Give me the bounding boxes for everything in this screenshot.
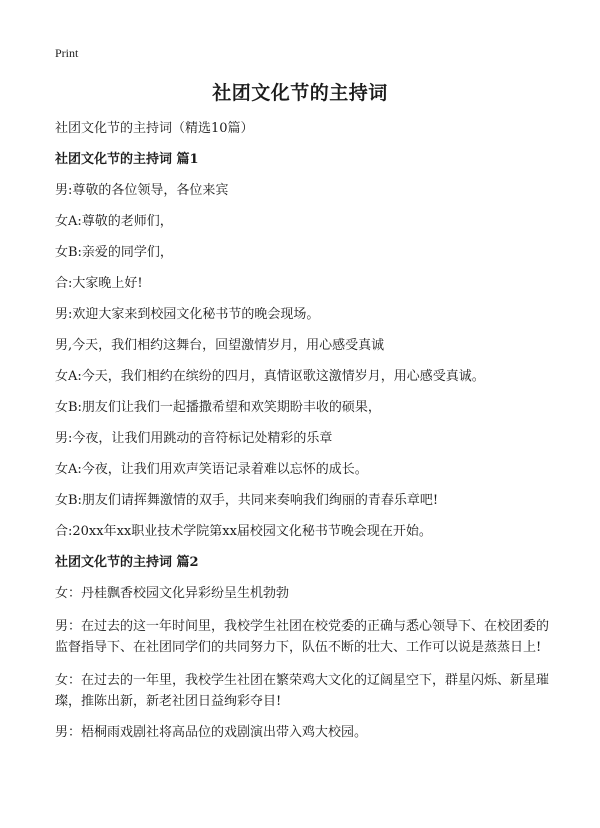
dialogue-line: 男,今天，我们相约这舞台，回望激情岁月，用心感受真诚 bbox=[55, 338, 385, 353]
section-heading-1: 社团文化节的主持词 篇1 bbox=[55, 152, 199, 167]
dialogue-line: 女B:朋友们让我们一起播撒希望和欢笑期盼丰收的硕果， bbox=[55, 400, 381, 415]
dialogue-line: 合:大家晚上好! bbox=[55, 276, 143, 291]
dialogue-line: 男：梧桐雨戏剧社将高品位的戏剧演出带入鸡大校园。 bbox=[55, 725, 368, 740]
dialogue-line: 女A:今天，我们相约在缤纷的四月，真情讴歌这激情岁月，用心感受真诚。 bbox=[55, 369, 485, 384]
dialogue-line: 女B:朋友们请挥舞激情的双手，共同来奏响我们绚丽的青春乐章吧! bbox=[55, 493, 439, 508]
dialogue-line: 女A:今夜，让我们用欢声笑语记录着难以忘怀的成长。 bbox=[55, 462, 368, 477]
dialogue-line: 女：丹桂飘香校园文化异彩纷呈生机勃勃 bbox=[55, 586, 290, 601]
document-subtitle: 社团文化节的主持词（精选10篇） bbox=[55, 121, 254, 136]
dialogue-paragraph: 男：在过去的这一年时间里，我校学生社团在校党委的正确与悉心领导下、在校团委的监督指导下、在社团同学们的共同努力下，队伍不断的壮大、工作可以说是蒸蒸日上! bbox=[55, 619, 550, 655]
document-title: 社团文化节的主持词 bbox=[212, 82, 388, 104]
print-link[interactable]: Print bbox=[55, 46, 79, 60]
dialogue-paragraph: 女：在过去的一年里，我校学生社团在繁荣鸡大文化的辽阔星空下，群星闪烁、新星璀璨，推陈出新，新老社团日益绚彩夺目! bbox=[55, 673, 550, 709]
dialogue-line: 女B:亲爱的同学们， bbox=[55, 245, 173, 260]
section-heading-2: 社团文化节的主持词 篇2 bbox=[55, 555, 199, 570]
document-body bbox=[55, 120, 555, 755]
dialogue-line: 女A:尊敬的老师们， bbox=[55, 214, 173, 229]
dialogue-line: 男:欢迎大家来到校园文化秘书节的晚会现场。 bbox=[55, 307, 320, 322]
dialogue-line: 男:今夜，让我们用跳动的音符标记处精彩的乐章 bbox=[55, 431, 333, 446]
dialogue-line: 合:20xx年xx职业技术学院第xx届校园文化秘书节晚会现在开始。 bbox=[55, 524, 432, 539]
dialogue-line: 男:尊敬的各位领导，各位来宾 bbox=[55, 183, 229, 198]
